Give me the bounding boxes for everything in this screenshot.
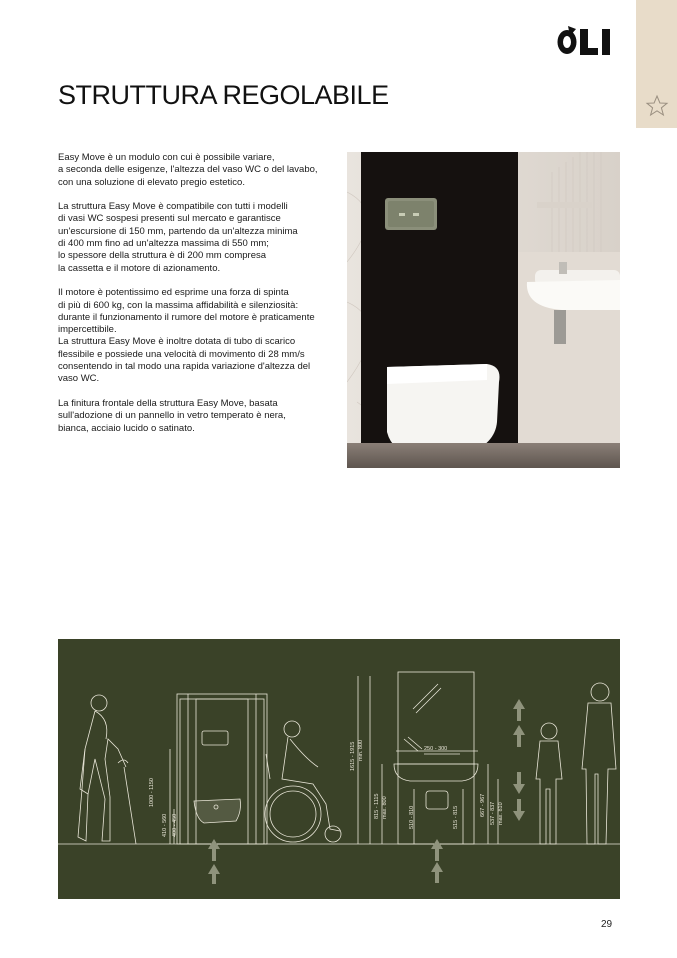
paragraph-3: Il motore è potentissimo ed esprime una forza di spinta di più di 600 kg, con la massima affidabilità e silenziosità: durante il funzionamento il rumore del motore è praticamente impercettibile. [58,287,315,336]
dim-basin-mid: 815 - 1115 [374,793,380,819]
paragraph-5: La finitura frontale della struttura Easy Move, basata sull'adozione di un pannello in vetro temperato è nera, bianca, acciaio lucido o satinato. [58,397,286,434]
dim-wc-total: 1000 - 1150 [149,778,155,807]
dim-basin-side2: 537 - 837 [490,801,496,825]
dim-basin-total: 1615 - 1915 [350,741,356,771]
product-photo [347,152,620,468]
dim-wc-seat: 410 - 560 [162,813,168,837]
star-icon [645,94,669,118]
paragraph-1: Easy Move è un modulo con cui è possibile variare, a seconda delle esigenze, l'altezza del vaso WC o del lavabo, con una soluzione di elevato pregio estetico. [58,152,318,188]
dim-basin-right: 515 - 815 [453,805,459,829]
paragraph-2: La struttura Easy Move è compatibile con tutti i modelli di vasi WC sospesi presenti sul mercato e garantisce un'escursione di 150 mm, partendo da un'altezza minima di 400 mm fino ad un'altezza massima di 550 mm; lo spessore della struttura è di 200 mm compresa la cassetta e il motore di azionamento. [58,201,298,274]
page-title: STRUTTURA REGOLABILE [58,80,389,110]
paragraph-4: La struttura Easy Move è inoltre dotata di tubo di scarico flessibile e possiede una velocità di movimento di 28 mm/s consentendo in tal modo una rapida variazione d'altezza del vaso WC. [58,336,311,385]
dim-basin-side: 667 - 967 [480,793,486,817]
side-tab [636,0,677,128]
dim-basin-side2-max: max. 810 [498,802,504,825]
dim-basin-mid-max: max. 800 [382,796,388,819]
page-number: 29 [601,919,613,930]
dim-basin-inner: 510 - 810 [409,805,415,829]
dim-basin-total-min: min. 800 [358,739,364,761]
technical-diagram [58,639,620,899]
dim-basin-width: 250 - 300 [424,746,448,752]
dim-wc-low: 400 - 450 [172,813,178,837]
body-text [58,152,340,447]
oli-logo [556,24,622,58]
